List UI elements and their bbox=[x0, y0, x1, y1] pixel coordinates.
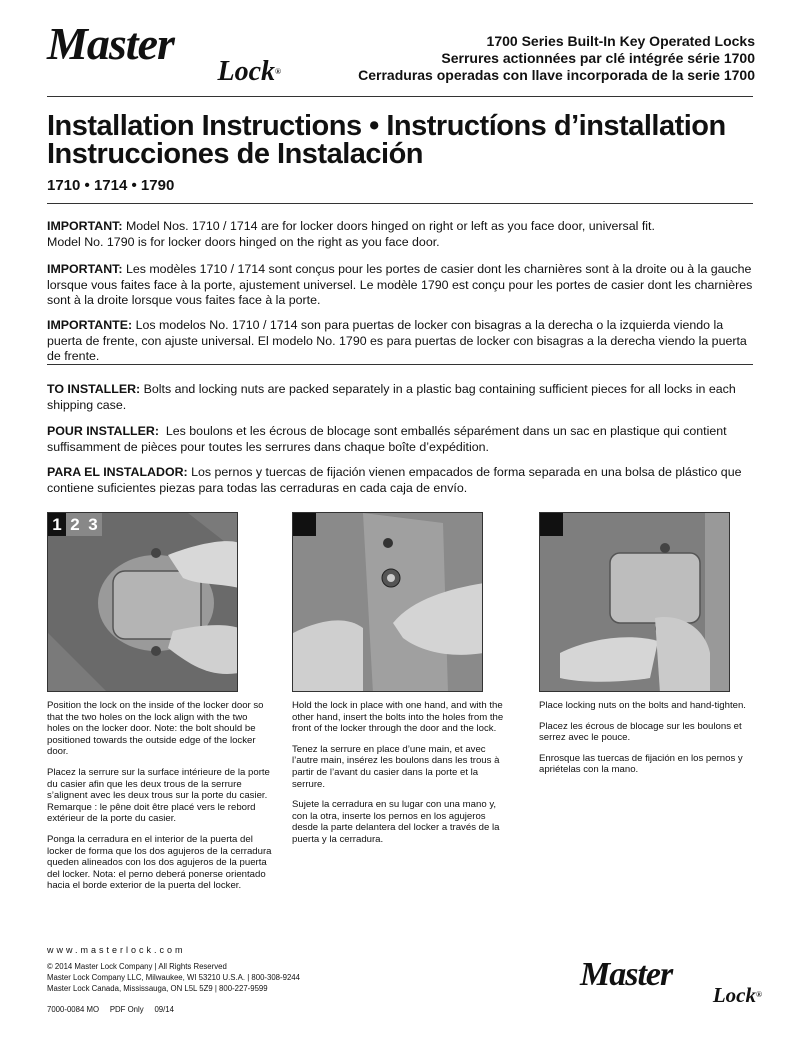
text: Model Nos. 1710 / 1714 are for locker doors hinged on right or left as you face door, universal fit. bbox=[125, 219, 655, 233]
step-1-text bbox=[47, 700, 272, 901]
title-line-1: Installation Instructions • Instructíons d’installation bbox=[47, 110, 726, 142]
installer-es bbox=[47, 465, 753, 496]
logo-master-text: Master bbox=[47, 18, 174, 69]
installer-en bbox=[47, 382, 753, 413]
label: IMPORTANTE: bbox=[47, 318, 133, 332]
logo-lock-text: Lock bbox=[217, 56, 276, 87]
label: TO INSTALLER: bbox=[47, 382, 141, 396]
divider bbox=[47, 364, 753, 365]
step-2-en: Hold the lock in place with one hand, and with the other hand, insert the bolts into the holes from the front of the locker through the door and the lock. bbox=[292, 700, 504, 735]
divider bbox=[47, 203, 753, 204]
step-1-number: 1 bbox=[48, 513, 66, 536]
step-3-number: 3 bbox=[84, 513, 102, 536]
page-title bbox=[47, 112, 726, 168]
step-3-photo bbox=[539, 512, 730, 692]
canada-address: Master Lock Canada, Mississauga, ON L5L 5Z9 | 800-227-9599 bbox=[47, 984, 268, 993]
series-header bbox=[358, 33, 755, 84]
series-header-es: Cerraduras operadas con llave incorporada de la serie 1700 bbox=[358, 67, 755, 83]
insert-bolts-illustration bbox=[293, 513, 483, 692]
copyright: © 2014 Master Lock Company | All Rights Reserved bbox=[47, 962, 227, 971]
step-2-es: Sujete la cerradura en su lugar con una mano y, con la otra, inserte los pernos en los agujeros desde la parte delantera del locker a través de la puerta y la cerradura. bbox=[292, 799, 500, 845]
tighten-nuts-illustration bbox=[540, 513, 730, 692]
label: POUR INSTALLER: bbox=[47, 424, 159, 438]
important-en bbox=[47, 219, 753, 250]
series-header-fr: Serrures actionnées par clé intégrée série 1700 bbox=[441, 50, 755, 66]
text: Bolts and locking nuts are packed separately in a plastic bag containing sufficient pieces for all locks in each shipping case. bbox=[47, 382, 736, 412]
divider bbox=[47, 96, 753, 97]
text: Les boulons et les écrous de blocage sont emballés séparément dans un sac en plastique qui contient suffisamment de pièces pour toutes les serrures dans chaque boîte d’expédition. bbox=[47, 424, 727, 454]
step-indicator bbox=[48, 513, 102, 536]
step-2-fr: Tenez la serrure en place d’une main, et avec l’autre main, insérez les boulons dans les trous à partir de l’avant du casier dans la porte et la serrure. bbox=[292, 743, 500, 790]
step-3-text bbox=[539, 700, 749, 785]
installer-fr bbox=[47, 424, 753, 455]
text: Los modelos No. 1710 / 1714 son para puertas de locker con bisagras a la derecha o la izquierda viendo la puerta de frente, con ajuste universal. El modelo No. 1790 es para puertas de locker con bisagras a la derecha viendo la puerta de frente. bbox=[47, 318, 747, 364]
text: Les modèles 1710 / 1714 sont conçus pour les portes de casier dont les charnières sont à la droite ou à la gauche lorsque vous faites face à la porte, ajustement universel. Le modèle 1790 est conçu pour les portes de casier dont les charnières sont à la droite lorsque vous faites face à la porte. bbox=[47, 262, 753, 308]
step-3-en: Place locking nuts on the bolts and hand-tighten. bbox=[539, 700, 746, 711]
master-lock-logo-footer bbox=[580, 956, 764, 1007]
document-code: 7000-0084 MO PDF Only 09/14 bbox=[47, 1005, 174, 1014]
step-2-number: 2 bbox=[66, 513, 84, 536]
logo-lock-text: Lock bbox=[712, 983, 757, 1007]
website-link[interactable]: www.masterlock.com bbox=[47, 945, 186, 955]
step-3-es: Enrosque las tuercas de fijación en los pernos y apriételas con la mano. bbox=[539, 752, 743, 776]
registered-mark: ® bbox=[275, 67, 281, 76]
text: Los pernos y tuercas de fijación vienen empacados de forma separada en una bolsa de plástico que contiene suficientes piezas para todas las cerraduras en cada caja de envío. bbox=[47, 465, 742, 495]
step-1-fr: Placez la serrure sur la surface intérieure de la porte du casier afin que les deux trous de la serrure s’alignent avec les deux trous sur la porte du casier. Remarque : le pêne doit être placé vers le rebord extérieur de la porte du casier. bbox=[47, 766, 270, 825]
step-2-photo bbox=[292, 512, 483, 692]
series-header-en: 1700 Series Built-In Key Operated Locks bbox=[486, 33, 755, 49]
label: IMPORTANT: bbox=[47, 219, 123, 233]
model-numbers: 1710 • 1714 • 1790 bbox=[47, 177, 175, 194]
us-address: Master Lock Company LLC, Milwaukee, WI 53210 U.S.A. | 800-308-9244 bbox=[47, 973, 300, 982]
step-marker bbox=[293, 513, 316, 536]
logo-master-text: Master bbox=[580, 956, 673, 993]
step-3-fr: Placez les écrous de blocage sur les boulons et serrez avec le pouce. bbox=[539, 720, 742, 744]
step-1-es: Ponga la cerradura en el interior de la puerta del locker de forma que los dos agujeros de la cerradura queden alineados con los dos agujeros de la puerta del locker. Nota: el perno deberá ponerse orientado hacia el borde exterior de la puerta del locker. bbox=[47, 833, 272, 892]
step-1-photo bbox=[47, 512, 238, 692]
step-marker bbox=[540, 513, 563, 536]
master-lock-logo bbox=[47, 18, 285, 87]
text: Model No. 1790 is for locker doors hinged on the right as you face door. bbox=[47, 234, 440, 249]
step-1-en: Position the lock on the inside of the locker door so that the two holes on the lock align with the two holes on the locker door. Note: the bolt should be positioned towards the outside edge of the locker door. bbox=[47, 700, 264, 758]
important-fr bbox=[47, 262, 753, 309]
label: PARA EL INSTALADOR: bbox=[47, 465, 188, 479]
registered-mark: ® bbox=[756, 990, 762, 999]
lock-on-door-illustration bbox=[48, 513, 238, 692]
step-2-text bbox=[292, 700, 512, 855]
label: IMPORTANT: bbox=[47, 262, 123, 276]
important-es bbox=[47, 318, 753, 365]
title-line-2: Instrucciones de Instalación bbox=[47, 138, 423, 170]
